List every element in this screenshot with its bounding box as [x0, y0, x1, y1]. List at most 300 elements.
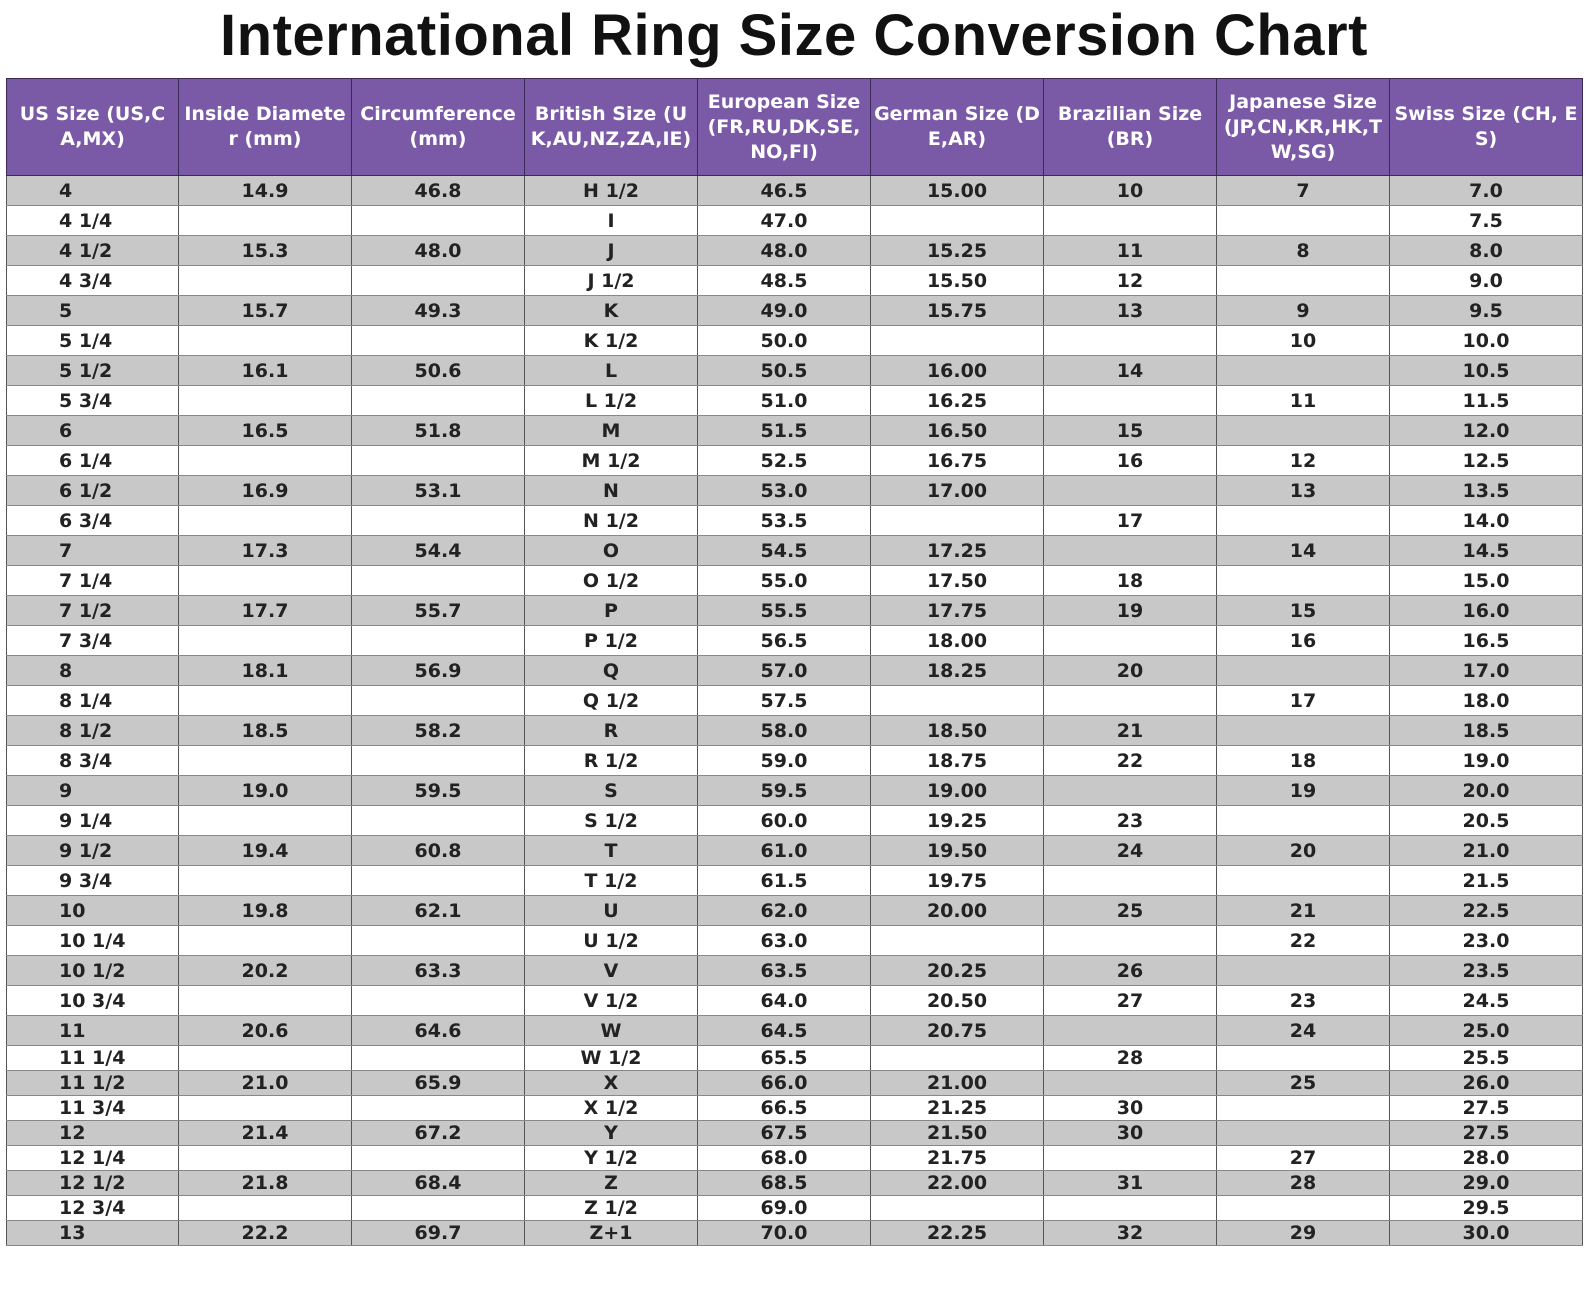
cell-brazilian: 20	[1044, 656, 1217, 686]
cell-japanese: 15	[1217, 596, 1390, 626]
cell-british: Y 1/2	[525, 1146, 698, 1171]
cell-circumference: 49.3	[352, 296, 525, 326]
cell-japanese	[1217, 956, 1390, 986]
table-row	[7, 896, 1583, 926]
cell-swiss: 20.0	[1390, 776, 1583, 806]
cell-inside-diameter	[179, 1096, 352, 1121]
cell-german: 22.25	[871, 1221, 1044, 1246]
cell-brazilian	[1044, 776, 1217, 806]
cell-german: 18.25	[871, 656, 1044, 686]
cell-inside-diameter	[179, 926, 352, 956]
cell-european: 48.0	[698, 236, 871, 266]
cell-british: N 1/2	[525, 506, 698, 536]
table-body	[7, 176, 1583, 1246]
cell-us: 8	[7, 656, 179, 686]
cell-japanese	[1217, 1096, 1390, 1121]
cell-european: 59.0	[698, 746, 871, 776]
cell-brazilian	[1044, 1071, 1217, 1096]
cell-brazilian	[1044, 926, 1217, 956]
cell-us: 9 1/4	[7, 806, 179, 836]
table-row	[7, 266, 1583, 296]
cell-inside-diameter	[179, 686, 352, 716]
cell-german: 16.00	[871, 356, 1044, 386]
cell-japanese: 21	[1217, 896, 1390, 926]
cell-swiss: 24.5	[1390, 986, 1583, 1016]
cell-inside-diameter: 16.9	[179, 476, 352, 506]
cell-inside-diameter	[179, 566, 352, 596]
table-row	[7, 1146, 1583, 1171]
cell-european: 51.5	[698, 416, 871, 446]
cell-european: 61.5	[698, 866, 871, 896]
table-row	[7, 1221, 1583, 1246]
cell-us: 4 3/4	[7, 266, 179, 296]
cell-japanese: 27	[1217, 1146, 1390, 1171]
table-row	[7, 206, 1583, 236]
cell-swiss: 26.0	[1390, 1071, 1583, 1096]
cell-circumference: 55.7	[352, 596, 525, 626]
cell-swiss: 18.5	[1390, 716, 1583, 746]
cell-japanese	[1217, 806, 1390, 836]
cell-inside-diameter	[179, 1196, 352, 1221]
cell-british: J	[525, 236, 698, 266]
cell-circumference: 64.6	[352, 1016, 525, 1046]
cell-european: 53.5	[698, 506, 871, 536]
cell-brazilian: 30	[1044, 1096, 1217, 1121]
cell-us: 7 1/2	[7, 596, 179, 626]
cell-us: 10	[7, 896, 179, 926]
cell-european: 50.5	[698, 356, 871, 386]
cell-swiss: 7.0	[1390, 176, 1583, 206]
cell-japanese: 18	[1217, 746, 1390, 776]
cell-swiss: 9.5	[1390, 296, 1583, 326]
cell-brazilian	[1044, 386, 1217, 416]
cell-brazilian	[1044, 1146, 1217, 1171]
cell-swiss: 13.5	[1390, 476, 1583, 506]
cell-us: 10 1/4	[7, 926, 179, 956]
cell-brazilian	[1044, 626, 1217, 656]
cell-german	[871, 506, 1044, 536]
table-row	[7, 1046, 1583, 1071]
cell-circumference: 50.6	[352, 356, 525, 386]
cell-circumference: 68.4	[352, 1171, 525, 1196]
cell-brazilian: 25	[1044, 896, 1217, 926]
col-header-inside-diameter: Inside Diameter (mm)	[179, 79, 352, 176]
col-header-circumference: Circumference (mm)	[352, 79, 525, 176]
cell-german: 17.75	[871, 596, 1044, 626]
cell-japanese	[1217, 1196, 1390, 1221]
cell-british: W 1/2	[525, 1046, 698, 1071]
header-row	[7, 79, 1583, 176]
cell-brazilian: 18	[1044, 566, 1217, 596]
table-row	[7, 1016, 1583, 1046]
table-row	[7, 1121, 1583, 1146]
cell-inside-diameter	[179, 806, 352, 836]
cell-circumference	[352, 866, 525, 896]
cell-japanese: 8	[1217, 236, 1390, 266]
col-header-brazilian: Brazilian Size (BR)	[1044, 79, 1217, 176]
cell-brazilian	[1044, 326, 1217, 356]
cell-brazilian: 22	[1044, 746, 1217, 776]
cell-european: 60.0	[698, 806, 871, 836]
cell-german: 19.75	[871, 866, 1044, 896]
cell-japanese: 10	[1217, 326, 1390, 356]
cell-swiss: 28.0	[1390, 1146, 1583, 1171]
cell-us: 11 3/4	[7, 1096, 179, 1121]
table-row	[7, 716, 1583, 746]
table-row	[7, 956, 1583, 986]
cell-circumference: 58.2	[352, 716, 525, 746]
cell-brazilian: 17	[1044, 506, 1217, 536]
cell-german: 20.00	[871, 896, 1044, 926]
cell-european: 68.5	[698, 1171, 871, 1196]
cell-british: X 1/2	[525, 1096, 698, 1121]
cell-swiss: 27.5	[1390, 1096, 1583, 1121]
cell-german: 19.00	[871, 776, 1044, 806]
cell-circumference	[352, 566, 525, 596]
cell-swiss: 23.0	[1390, 926, 1583, 956]
cell-brazilian	[1044, 686, 1217, 716]
cell-circumference: 54.4	[352, 536, 525, 566]
cell-german: 15.75	[871, 296, 1044, 326]
cell-brazilian: 16	[1044, 446, 1217, 476]
cell-german: 15.50	[871, 266, 1044, 296]
cell-japanese: 20	[1217, 836, 1390, 866]
cell-british: R	[525, 716, 698, 746]
cell-us: 6 1/2	[7, 476, 179, 506]
cell-british: K	[525, 296, 698, 326]
cell-circumference: 60.8	[352, 836, 525, 866]
cell-circumference	[352, 926, 525, 956]
cell-brazilian: 13	[1044, 296, 1217, 326]
cell-inside-diameter: 15.7	[179, 296, 352, 326]
cell-swiss: 14.0	[1390, 506, 1583, 536]
cell-european: 64.5	[698, 1016, 871, 1046]
cell-circumference	[352, 806, 525, 836]
cell-us: 12 3/4	[7, 1196, 179, 1221]
table-row	[7, 446, 1583, 476]
cell-european: 69.0	[698, 1196, 871, 1221]
cell-japanese	[1217, 416, 1390, 446]
cell-german: 16.75	[871, 446, 1044, 476]
col-header-european: European Size (FR,RU,DK,SE,NO,FI)	[698, 79, 871, 176]
cell-european: 61.0	[698, 836, 871, 866]
cell-german	[871, 926, 1044, 956]
cell-german	[871, 1196, 1044, 1221]
cell-japanese: 7	[1217, 176, 1390, 206]
cell-brazilian	[1044, 206, 1217, 236]
cell-inside-diameter: 19.0	[179, 776, 352, 806]
cell-us: 8 1/2	[7, 716, 179, 746]
cell-british: V 1/2	[525, 986, 698, 1016]
cell-british: M 1/2	[525, 446, 698, 476]
table-row	[7, 596, 1583, 626]
cell-japanese: 14	[1217, 536, 1390, 566]
cell-japanese: 12	[1217, 446, 1390, 476]
cell-inside-diameter: 22.2	[179, 1221, 352, 1246]
cell-us: 4 1/2	[7, 236, 179, 266]
table-row	[7, 566, 1583, 596]
cell-japanese	[1217, 356, 1390, 386]
cell-british: U 1/2	[525, 926, 698, 956]
cell-inside-diameter: 18.1	[179, 656, 352, 686]
cell-brazilian: 28	[1044, 1046, 1217, 1071]
cell-us: 11 1/4	[7, 1046, 179, 1071]
cell-us: 7	[7, 536, 179, 566]
cell-circumference: 46.8	[352, 176, 525, 206]
cell-us: 5 1/2	[7, 356, 179, 386]
cell-swiss: 25.5	[1390, 1046, 1583, 1071]
table-row	[7, 626, 1583, 656]
cell-brazilian: 12	[1044, 266, 1217, 296]
cell-german	[871, 686, 1044, 716]
table-row	[7, 776, 1583, 806]
table-row	[7, 656, 1583, 686]
cell-japanese: 25	[1217, 1071, 1390, 1096]
cell-british: X	[525, 1071, 698, 1096]
cell-brazilian	[1044, 866, 1217, 896]
cell-us: 6	[7, 416, 179, 446]
cell-brazilian: 27	[1044, 986, 1217, 1016]
cell-japanese: 11	[1217, 386, 1390, 416]
cell-japanese: 24	[1217, 1016, 1390, 1046]
cell-japanese	[1217, 506, 1390, 536]
cell-british: T 1/2	[525, 866, 698, 896]
cell-us: 4	[7, 176, 179, 206]
cell-german: 20.50	[871, 986, 1044, 1016]
cell-british: Q	[525, 656, 698, 686]
cell-swiss: 12.5	[1390, 446, 1583, 476]
table-row	[7, 176, 1583, 206]
cell-inside-diameter	[179, 326, 352, 356]
cell-european: 54.5	[698, 536, 871, 566]
cell-us: 8 1/4	[7, 686, 179, 716]
cell-british: T	[525, 836, 698, 866]
cell-us: 4 1/4	[7, 206, 179, 236]
cell-circumference: 53.1	[352, 476, 525, 506]
cell-german: 18.50	[871, 716, 1044, 746]
cell-us: 10 3/4	[7, 986, 179, 1016]
table-row	[7, 836, 1583, 866]
cell-european: 55.5	[698, 596, 871, 626]
cell-inside-diameter	[179, 1046, 352, 1071]
cell-german: 19.50	[871, 836, 1044, 866]
cell-us: 6 1/4	[7, 446, 179, 476]
cell-us: 5 3/4	[7, 386, 179, 416]
cell-british: Z	[525, 1171, 698, 1196]
table-row	[7, 326, 1583, 356]
cell-japanese: 28	[1217, 1171, 1390, 1196]
cell-british: P 1/2	[525, 626, 698, 656]
cell-british: Z 1/2	[525, 1196, 698, 1221]
cell-circumference: 65.9	[352, 1071, 525, 1096]
cell-swiss: 29.5	[1390, 1196, 1583, 1221]
cell-us: 5 1/4	[7, 326, 179, 356]
cell-european: 46.5	[698, 176, 871, 206]
cell-us: 11	[7, 1016, 179, 1046]
cell-brazilian: 15	[1044, 416, 1217, 446]
table-row	[7, 416, 1583, 446]
table-row	[7, 476, 1583, 506]
cell-brazilian: 11	[1044, 236, 1217, 266]
cell-swiss: 16.5	[1390, 626, 1583, 656]
cell-european: 47.0	[698, 206, 871, 236]
cell-circumference	[352, 446, 525, 476]
cell-japanese: 23	[1217, 986, 1390, 1016]
cell-circumference	[352, 266, 525, 296]
cell-us: 5	[7, 296, 179, 326]
cell-japanese	[1217, 1046, 1390, 1071]
cell-british: L	[525, 356, 698, 386]
cell-brazilian: 31	[1044, 1171, 1217, 1196]
cell-inside-diameter	[179, 386, 352, 416]
cell-circumference: 48.0	[352, 236, 525, 266]
cell-british: M	[525, 416, 698, 446]
cell-british: N	[525, 476, 698, 506]
cell-european: 68.0	[698, 1146, 871, 1171]
cell-circumference: 56.9	[352, 656, 525, 686]
cell-german	[871, 206, 1044, 236]
cell-inside-diameter: 14.9	[179, 176, 352, 206]
table-row	[7, 1171, 1583, 1196]
cell-circumference: 63.3	[352, 956, 525, 986]
chart-title: International Ring Size Conversion Chart	[220, 3, 1368, 68]
cell-british: P	[525, 596, 698, 626]
cell-brazilian: 30	[1044, 1121, 1217, 1146]
cell-swiss: 10.5	[1390, 356, 1583, 386]
cell-circumference	[352, 1196, 525, 1221]
cell-brazilian: 32	[1044, 1221, 1217, 1246]
cell-inside-diameter: 16.1	[179, 356, 352, 386]
cell-german: 17.25	[871, 536, 1044, 566]
cell-swiss: 22.5	[1390, 896, 1583, 926]
table-row	[7, 926, 1583, 956]
cell-inside-diameter	[179, 746, 352, 776]
cell-british: O 1/2	[525, 566, 698, 596]
cell-swiss: 15.0	[1390, 566, 1583, 596]
cell-european: 53.0	[698, 476, 871, 506]
cell-british: Y	[525, 1121, 698, 1146]
cell-german: 21.75	[871, 1146, 1044, 1171]
cell-inside-diameter	[179, 626, 352, 656]
cell-inside-diameter	[179, 206, 352, 236]
cell-british: Z+1	[525, 1221, 698, 1246]
cell-swiss: 23.5	[1390, 956, 1583, 986]
cell-european: 63.0	[698, 926, 871, 956]
cell-swiss: 25.0	[1390, 1016, 1583, 1046]
cell-british: R 1/2	[525, 746, 698, 776]
cell-inside-diameter	[179, 266, 352, 296]
cell-german	[871, 326, 1044, 356]
cell-swiss: 21.5	[1390, 866, 1583, 896]
cell-european: 63.5	[698, 956, 871, 986]
cell-circumference: 67.2	[352, 1121, 525, 1146]
cell-inside-diameter	[179, 1146, 352, 1171]
cell-brazilian: 14	[1044, 356, 1217, 386]
cell-inside-diameter: 21.0	[179, 1071, 352, 1096]
table-row	[7, 866, 1583, 896]
cell-swiss: 16.0	[1390, 596, 1583, 626]
cell-swiss: 27.5	[1390, 1121, 1583, 1146]
cell-european: 57.5	[698, 686, 871, 716]
cell-british: V	[525, 956, 698, 986]
cell-japanese	[1217, 206, 1390, 236]
cell-european: 67.5	[698, 1121, 871, 1146]
table-row	[7, 746, 1583, 776]
cell-japanese: 22	[1217, 926, 1390, 956]
cell-brazilian	[1044, 476, 1217, 506]
cell-inside-diameter: 19.8	[179, 896, 352, 926]
cell-swiss: 7.5	[1390, 206, 1583, 236]
cell-us: 12	[7, 1121, 179, 1146]
cell-german: 18.00	[871, 626, 1044, 656]
cell-german	[871, 1046, 1044, 1071]
cell-inside-diameter: 21.8	[179, 1171, 352, 1196]
cell-german: 15.25	[871, 236, 1044, 266]
cell-us: 13	[7, 1221, 179, 1246]
cell-brazilian: 26	[1044, 956, 1217, 986]
cell-japanese: 19	[1217, 776, 1390, 806]
cell-japanese	[1217, 716, 1390, 746]
cell-german: 15.00	[871, 176, 1044, 206]
cell-british: Q 1/2	[525, 686, 698, 716]
cell-circumference	[352, 1046, 525, 1071]
table-row	[7, 386, 1583, 416]
cell-european: 58.0	[698, 716, 871, 746]
cell-brazilian	[1044, 536, 1217, 566]
cell-japanese: 9	[1217, 296, 1390, 326]
cell-us: 8 3/4	[7, 746, 179, 776]
cell-us: 9	[7, 776, 179, 806]
cell-inside-diameter: 19.4	[179, 836, 352, 866]
cell-us: 7 3/4	[7, 626, 179, 656]
table-row	[7, 356, 1583, 386]
cell-circumference	[352, 326, 525, 356]
cell-european: 51.0	[698, 386, 871, 416]
cell-inside-diameter	[179, 986, 352, 1016]
col-header-british: British Size (UK,AU,NZ,ZA,IE)	[525, 79, 698, 176]
cell-circumference	[352, 506, 525, 536]
cell-us: 9 3/4	[7, 866, 179, 896]
cell-japanese	[1217, 1121, 1390, 1146]
cell-german: 21.00	[871, 1071, 1044, 1096]
cell-german: 18.75	[871, 746, 1044, 776]
cell-british: J 1/2	[525, 266, 698, 296]
cell-swiss: 18.0	[1390, 686, 1583, 716]
cell-swiss: 8.0	[1390, 236, 1583, 266]
cell-japanese: 13	[1217, 476, 1390, 506]
cell-japanese	[1217, 566, 1390, 596]
cell-european: 48.5	[698, 266, 871, 296]
cell-us: 9 1/2	[7, 836, 179, 866]
cell-swiss: 20.5	[1390, 806, 1583, 836]
cell-us: 10 1/2	[7, 956, 179, 986]
cell-german: 19.25	[871, 806, 1044, 836]
cell-us: 12 1/2	[7, 1171, 179, 1196]
cell-japanese: 17	[1217, 686, 1390, 716]
table-row	[7, 506, 1583, 536]
cell-british: U	[525, 896, 698, 926]
cell-british: L 1/2	[525, 386, 698, 416]
cell-circumference	[352, 206, 525, 236]
cell-brazilian: 10	[1044, 176, 1217, 206]
cell-inside-diameter	[179, 506, 352, 536]
cell-british: K 1/2	[525, 326, 698, 356]
col-header-japanese: Japanese Size (JP,CN,KR,HK,TW,SG)	[1217, 79, 1390, 176]
cell-inside-diameter	[179, 866, 352, 896]
cell-european: 65.5	[698, 1046, 871, 1071]
cell-european: 52.5	[698, 446, 871, 476]
table-row	[7, 1096, 1583, 1121]
